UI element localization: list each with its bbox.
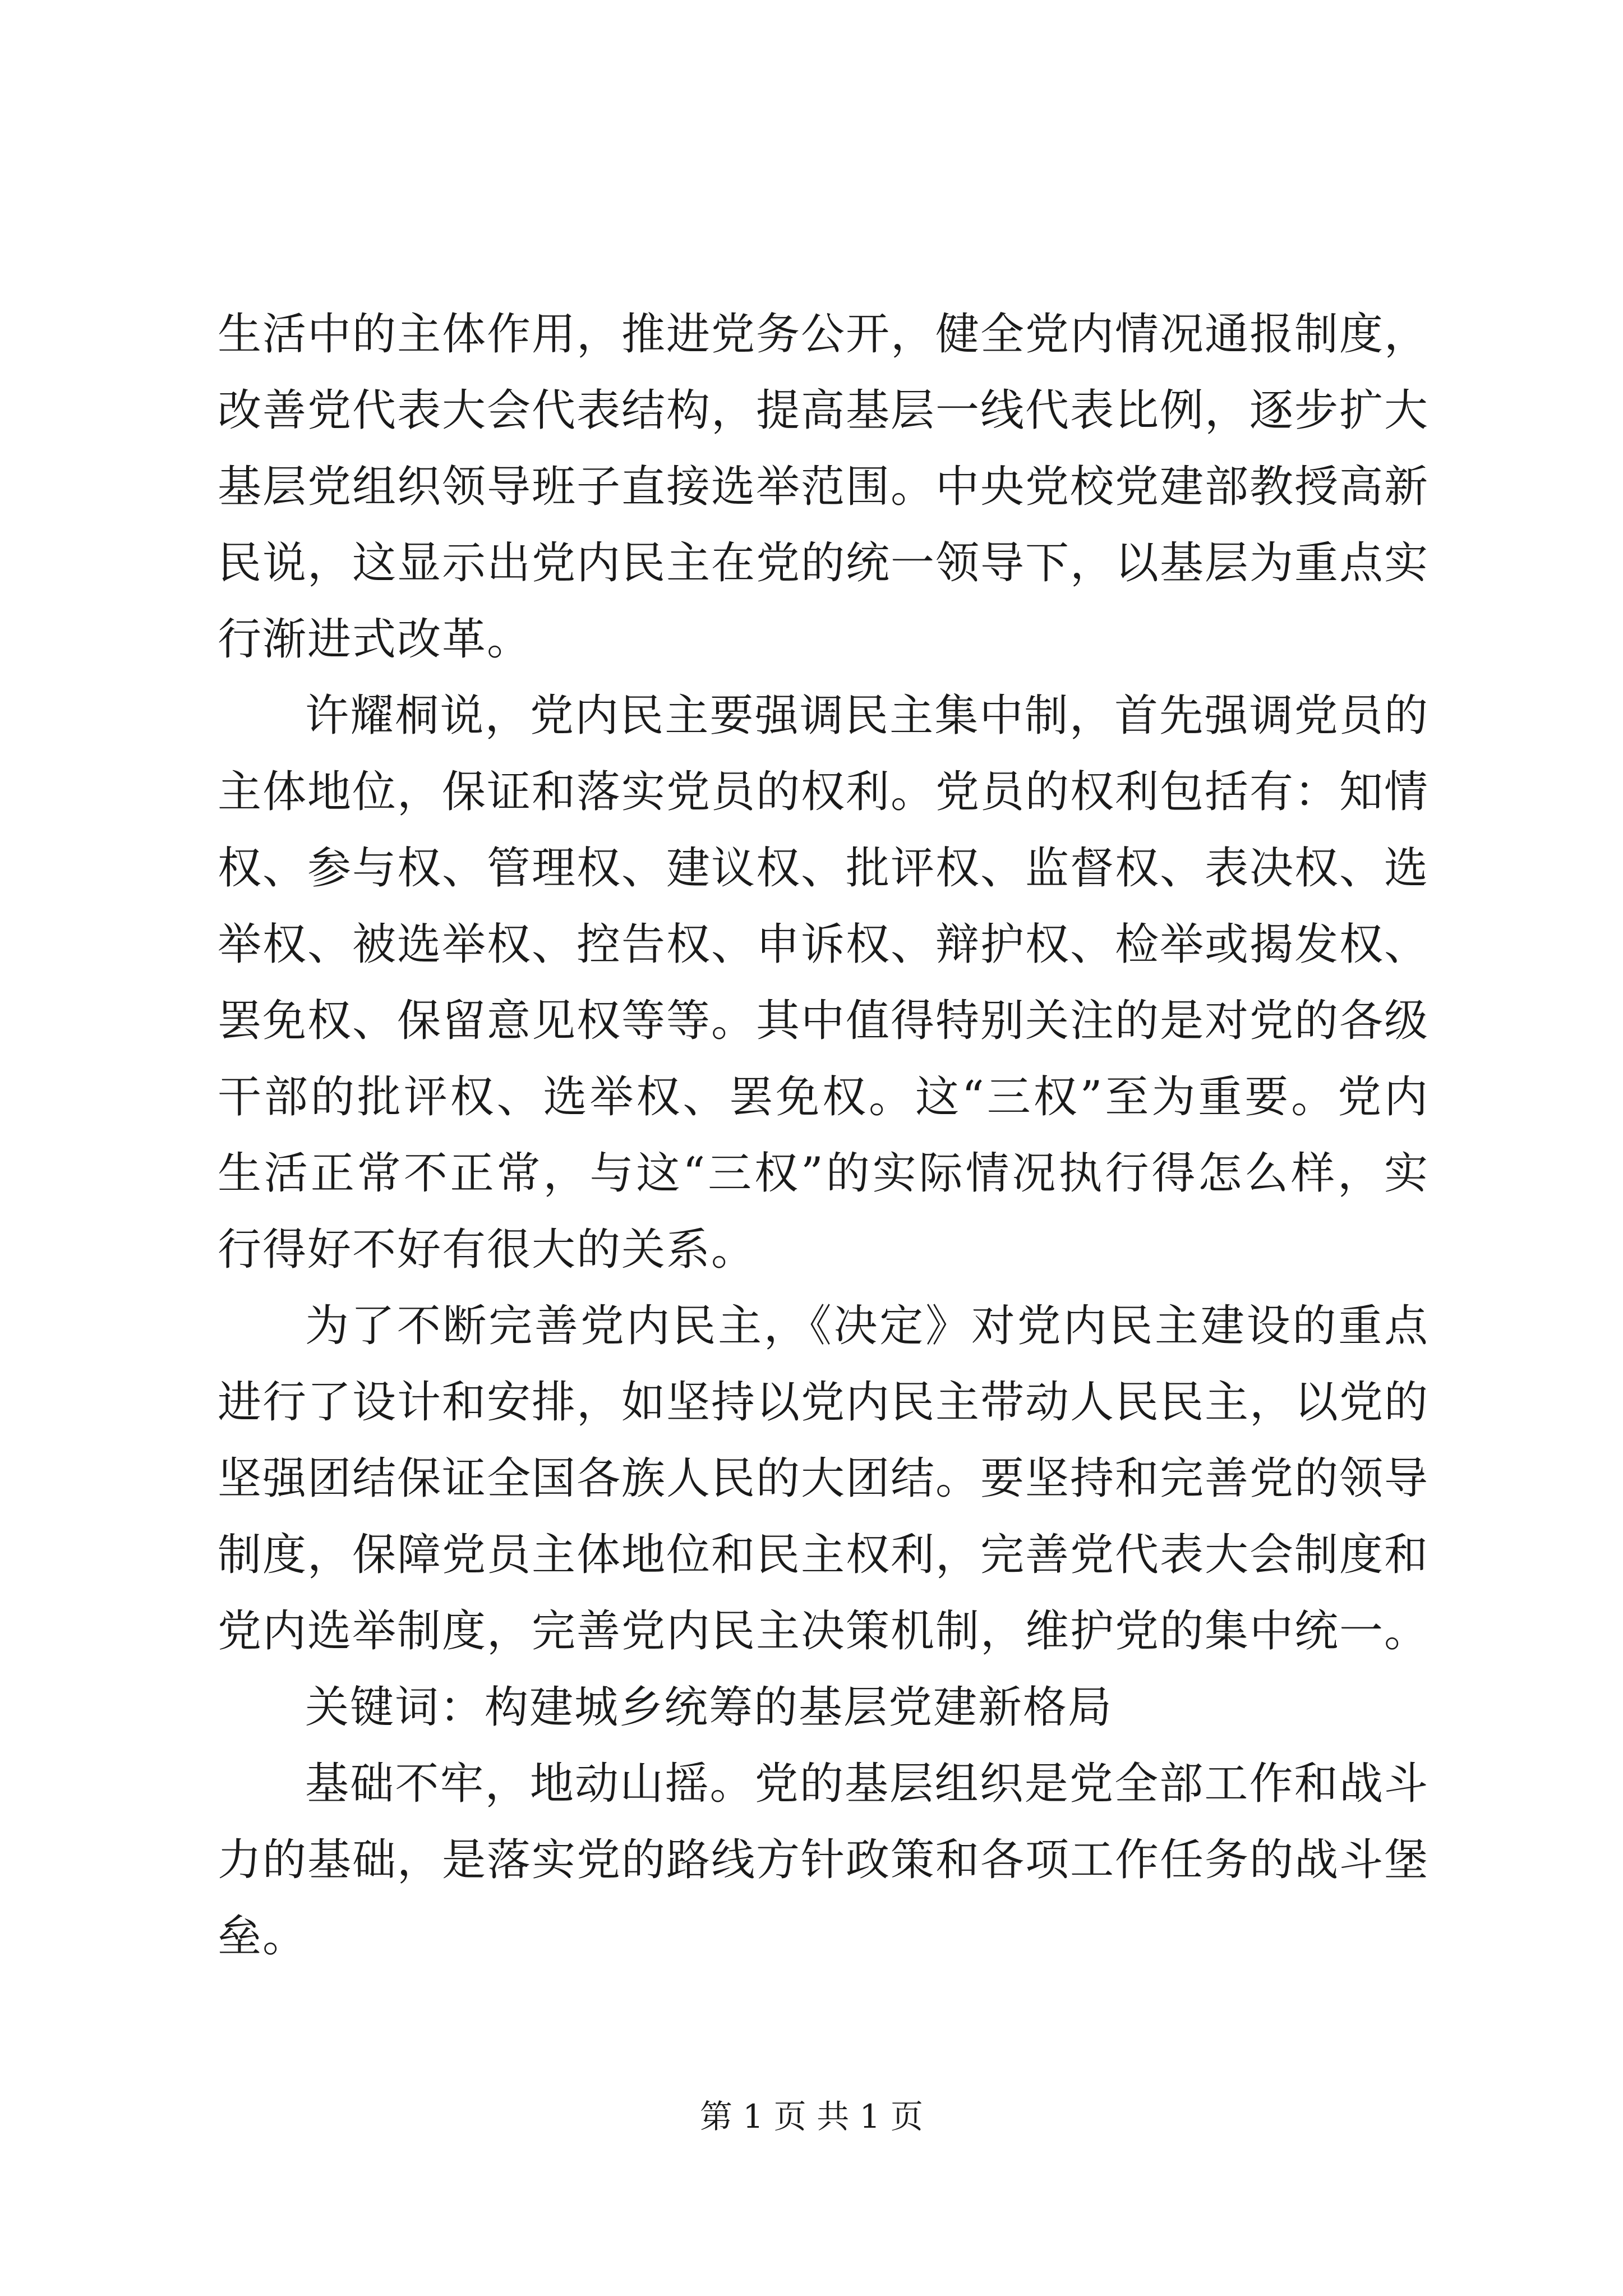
page-number-footer: 第 1 页 共 1 页 [700,2097,923,2136]
paragraph-party-member-rights: 许耀桐说，党内民主要强调民主集中制，首先强调党员的主体地位，保证和落实党员的权利。党员的权利包括有：知情权、参与权、管理权、建议权、批评权、监督权、表决权、选举权、被选举权、控告权、申诉权、辩护权、检举或揭发权、罢免权、保留意见权等等。其中值得特别关注的是对党的各级干部的批评权、选举权、罢免权。这“三权”至为重要。党内生活正常不正常，与这“三权”的实际情况执行得怎么样，实行得好不好有很大的关系。 [218,691,1430,1275]
paragraph-keyword: 关键词：构建城乡统筹的基层党建新格局 [305,1682,1113,1733]
document-body [218,296,1429,1975]
paragraph-grassroots-foundation: 基础不牢，地动山摇。党的基层组织是党全部工作和战斗力的基础，是落实党的路线方针政策和各项工作任务的战斗堡垒。 [218,1759,1430,1962]
paragraph-decision-intra-party-democracy: 为了不断完善党内民主，《决定》对党内民主建设的重点进行了设计和安排，如坚持以党内民主带动人民民主，以党的坚强团结保证全国各族人民的大团结。要坚持和完善党的领导制度，保障党员主体地位和民主权利，完善党代表大会制度和党内选举制度，完善党内民主决策机制，维护党的集中统一。 [218,1301,1430,1657]
paragraph-continued: 生活中的主体作用，推进党务公开，健全党内情况通报制度，改善党代表大会代表结构，提高基层一线代表比例，逐步扩大基层党组织领导班子直接选举范围。中央党校党建部教授高新民说，这显示出党内民主在党的统一领导下，以基层为重点实行渐进式改革。 [218,309,1430,665]
